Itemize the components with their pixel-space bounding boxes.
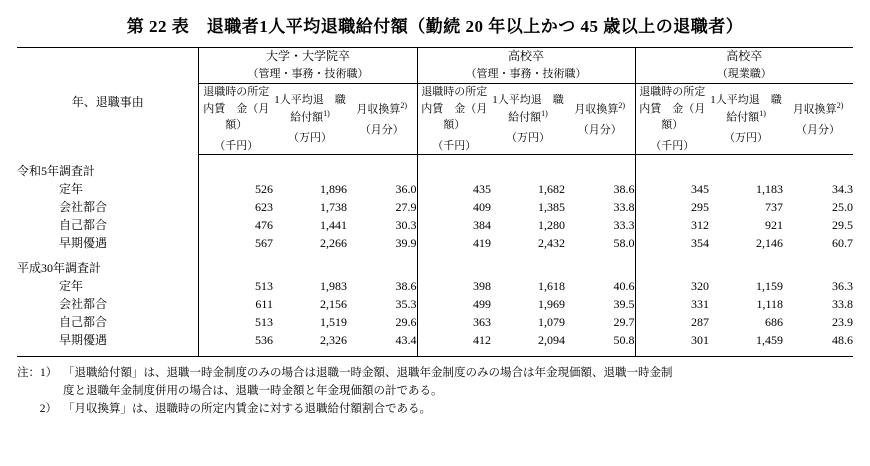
col-header-wage-hs-manual bbox=[635, 84, 709, 155]
group-header-highschool-manual bbox=[635, 48, 853, 84]
cell-value: 58.0 bbox=[613, 236, 635, 251]
empty-cell bbox=[491, 259, 565, 277]
spacer-cell bbox=[635, 155, 709, 163]
col-header-months-hs-admin-label: 月収換算 bbox=[574, 103, 619, 116]
cell-value: 287 bbox=[635, 313, 709, 331]
row-label: 会社都合 bbox=[58, 200, 107, 215]
cell-value: 1,280 bbox=[538, 218, 565, 233]
cell-value: 1,682 bbox=[538, 182, 565, 197]
col-header-months-hs-manual-unit: （月分） bbox=[796, 124, 841, 137]
row-label: 自己都合 bbox=[58, 315, 107, 330]
empty-cell bbox=[347, 259, 417, 277]
col-header-wage-univ bbox=[199, 84, 273, 155]
row-label: 早期優遇 bbox=[58, 333, 107, 348]
cell-value: 25.0 bbox=[832, 200, 854, 215]
cell-value: 38.6 bbox=[395, 279, 417, 294]
col-header-benefit-univ-unit: （万円） bbox=[287, 132, 332, 145]
cell-value: 301 bbox=[635, 331, 709, 349]
cell-value: 36.3 bbox=[832, 279, 854, 294]
col-header-months-univ bbox=[347, 84, 417, 155]
cell-value: 29.7 bbox=[613, 315, 635, 330]
table-row bbox=[17, 331, 853, 349]
cell-value: 33.8 bbox=[832, 297, 854, 312]
spacer-cell bbox=[417, 155, 491, 163]
cell-value: 33.8 bbox=[613, 200, 635, 215]
cell-value: 354 bbox=[635, 234, 709, 252]
col-header-benefit-hs-manual-sup: 1) bbox=[759, 109, 766, 119]
cell-value: 1,183 bbox=[756, 182, 784, 197]
cell-value: 499 bbox=[417, 295, 491, 313]
cell-value: 43.4 bbox=[395, 333, 417, 348]
cell-value: 345 bbox=[635, 180, 709, 198]
empty-cell bbox=[783, 162, 853, 180]
table-footnotes bbox=[17, 365, 853, 418]
cell-value: 686 bbox=[765, 315, 784, 330]
cell-value: 23.9 bbox=[832, 315, 854, 330]
group-header-university bbox=[199, 48, 417, 84]
section-header-row bbox=[17, 162, 853, 180]
table-row bbox=[17, 295, 853, 313]
spacer-cell bbox=[635, 252, 709, 259]
cell-value: 1,519 bbox=[319, 315, 347, 330]
col-header-benefit-univ bbox=[273, 84, 347, 155]
retirement-benefit-table bbox=[17, 47, 853, 357]
cell-value: 60.7 bbox=[832, 236, 854, 251]
spacer-cell bbox=[783, 155, 853, 163]
col-header-months-univ-unit: （月分） bbox=[359, 124, 404, 137]
footnote-1-label: 注：1） bbox=[17, 367, 58, 380]
empty-cell bbox=[199, 259, 273, 277]
cell-value: 1,159 bbox=[756, 279, 784, 294]
spacer-cell bbox=[565, 349, 635, 357]
spacer-cell bbox=[417, 252, 491, 259]
col-header-benefit-hs-admin-unit: （万円） bbox=[506, 132, 550, 145]
col-header-months-hs-admin-unit: （月分） bbox=[577, 124, 622, 137]
cell-value: 295 bbox=[635, 198, 709, 216]
spacer-cell bbox=[273, 349, 347, 357]
col-header-months-univ-label: 月収換算 bbox=[356, 103, 401, 116]
group-header-university-line2: （管理・事務・技術職） bbox=[247, 68, 369, 81]
cell-value: 35.3 bbox=[395, 297, 417, 312]
col-header-months-hs-admin bbox=[565, 84, 635, 155]
footnote-2 bbox=[17, 401, 853, 419]
cell-value: 39.9 bbox=[395, 236, 417, 251]
cell-value: 2,156 bbox=[319, 297, 347, 312]
col-header-benefit-hs-manual-unit: （万円） bbox=[724, 132, 769, 145]
spacer-cell bbox=[783, 252, 853, 259]
cell-value: 29.5 bbox=[832, 218, 854, 233]
spacer-cell bbox=[709, 155, 783, 163]
cell-value: 526 bbox=[199, 180, 273, 198]
cell-value: 29.6 bbox=[395, 315, 417, 330]
group-header-highschool-admin-line1: 高校卒 bbox=[508, 49, 545, 63]
group-header-university-line1: 大学・大学院卒 bbox=[265, 49, 350, 63]
cell-value: 412 bbox=[417, 331, 491, 349]
col-header-months-hs-manual bbox=[783, 84, 853, 155]
col-header-wage-hs-admin bbox=[417, 84, 491, 155]
col-header-benefit-hs-manual bbox=[709, 84, 783, 155]
col-header-months-hs-admin-sup: 2) bbox=[618, 101, 626, 110]
spacer-cell bbox=[17, 252, 199, 259]
cell-value: 50.8 bbox=[613, 333, 635, 348]
empty-cell bbox=[709, 259, 783, 277]
spacer-cell bbox=[709, 252, 783, 259]
footnote-1 bbox=[17, 365, 853, 383]
empty-cell bbox=[417, 162, 491, 180]
col-header-benefit-hs-admin bbox=[491, 84, 565, 155]
spacer-cell bbox=[347, 252, 417, 259]
cell-value: 1,118 bbox=[756, 297, 784, 312]
col-header-wage-univ-label: 退職時の所定内賃 金（月額） bbox=[203, 86, 270, 132]
cell-value: 2,146 bbox=[756, 236, 784, 251]
empty-cell bbox=[347, 162, 417, 180]
footnote-1-text: 「退職給付額」は、退職一時金制度のみの場合は退職一時金額、退職年金制度のみの場合は年金現価額、退職一時金制 bbox=[63, 367, 673, 380]
table-row bbox=[17, 198, 853, 216]
footnote-2-text: 「月収換算」は、退職時の所定内賃金に対する退職給付額割合である。 bbox=[63, 402, 431, 415]
cell-value: 30.3 bbox=[395, 218, 417, 233]
cell-value: 1,969 bbox=[538, 297, 565, 312]
cell-value: 27.9 bbox=[395, 200, 417, 215]
cell-value: 320 bbox=[635, 277, 709, 295]
footnote-2-label: 2） bbox=[39, 402, 57, 415]
cell-value: 363 bbox=[417, 313, 491, 331]
group-header-highschool-admin-line2: （管理・事務・技術職） bbox=[465, 68, 587, 81]
spacer-cell bbox=[17, 349, 199, 357]
cell-value: 331 bbox=[635, 295, 709, 313]
cell-value: 737 bbox=[765, 200, 784, 215]
spacer-cell bbox=[491, 252, 565, 259]
cell-value: 2,094 bbox=[538, 333, 565, 348]
empty-cell bbox=[783, 259, 853, 277]
page-title: 第 22 表 退職者1人平均退職給付額（勤続 20 年以上かつ 45 歳以上の退職者） bbox=[126, 17, 744, 36]
cell-value: 312 bbox=[635, 216, 709, 234]
col-header-benefit-hs-admin-label: 1人平均退 職給付額 bbox=[492, 93, 564, 124]
empty-cell bbox=[565, 259, 635, 277]
footnote-1-continued: 度と退職年金制度併用の場合は、退職一時金額と年金現価額の計である。 bbox=[63, 385, 443, 398]
col-header-wage-univ-unit: （千円） bbox=[214, 139, 259, 152]
cell-value: 476 bbox=[199, 216, 273, 234]
table-spacer-row bbox=[17, 349, 853, 357]
cell-value: 409 bbox=[417, 198, 491, 216]
spacer-cell bbox=[565, 155, 635, 163]
cell-value: 1,983 bbox=[319, 279, 347, 294]
spacer-cell bbox=[199, 155, 273, 163]
col-header-wage-hs-admin-label: 退職時の所定内賃 金（月額） bbox=[421, 86, 488, 132]
empty-cell bbox=[417, 259, 491, 277]
table-spacer-row bbox=[17, 155, 853, 163]
cell-value: 38.6 bbox=[613, 182, 635, 197]
cell-value: 1,385 bbox=[538, 200, 565, 215]
col-header-months-hs-manual-label: 月収換算 bbox=[792, 103, 837, 116]
spacer-cell bbox=[709, 349, 783, 357]
table-row bbox=[17, 277, 853, 295]
spacer-cell bbox=[565, 252, 635, 259]
cell-value: 536 bbox=[199, 331, 273, 349]
col-header-benefit-univ-sup: 1) bbox=[323, 109, 330, 119]
empty-cell bbox=[635, 162, 709, 180]
spacer-cell bbox=[273, 252, 347, 259]
empty-cell bbox=[491, 162, 565, 180]
cell-value: 2,326 bbox=[319, 333, 347, 348]
empty-cell bbox=[635, 259, 709, 277]
spacer-cell bbox=[491, 349, 565, 357]
col-header-wage-hs-manual-unit: （千円） bbox=[650, 139, 695, 152]
table-row bbox=[17, 313, 853, 331]
table-spacer-row bbox=[17, 252, 853, 259]
cell-value: 567 bbox=[199, 234, 273, 252]
row-label: 会社都合 bbox=[58, 297, 107, 312]
row-label: 自己都合 bbox=[58, 218, 107, 233]
group-header-highschool-manual-line1: 高校卒 bbox=[726, 49, 763, 63]
cell-value: 611 bbox=[199, 295, 273, 313]
empty-cell bbox=[709, 162, 783, 180]
spacer-cell bbox=[199, 349, 273, 357]
section-header-row bbox=[17, 259, 853, 277]
empty-cell bbox=[273, 162, 347, 180]
cell-value: 513 bbox=[199, 313, 273, 331]
table-group-header-row bbox=[17, 48, 853, 84]
cell-value: 1,441 bbox=[319, 218, 347, 233]
cell-value: 384 bbox=[417, 216, 491, 234]
cell-value: 36.0 bbox=[395, 182, 417, 197]
section-header-label: 令和5年調査計 bbox=[16, 164, 95, 179]
cell-value: 39.5 bbox=[613, 297, 635, 312]
cell-value: 1,738 bbox=[319, 200, 347, 215]
table-row bbox=[17, 234, 853, 252]
stub-header: 年、退職事由 bbox=[17, 48, 199, 155]
row-label: 定年 bbox=[58, 279, 83, 294]
cell-value: 419 bbox=[417, 234, 491, 252]
spacer-cell bbox=[783, 349, 853, 357]
table-row bbox=[17, 216, 853, 234]
cell-value: 1,618 bbox=[538, 279, 565, 294]
spacer-cell bbox=[347, 349, 417, 357]
empty-cell bbox=[565, 162, 635, 180]
cell-value: 2,266 bbox=[319, 236, 347, 251]
col-header-months-hs-manual-sup: 2) bbox=[836, 101, 844, 110]
cell-value: 1,896 bbox=[319, 182, 347, 197]
spacer-cell bbox=[273, 155, 347, 163]
spacer-cell bbox=[491, 155, 565, 163]
cell-value: 33.3 bbox=[613, 218, 635, 233]
cell-value: 2,432 bbox=[538, 236, 565, 251]
empty-cell bbox=[273, 259, 347, 277]
col-header-benefit-univ-label: 1人平均退 職給付額 bbox=[274, 93, 346, 124]
spacer-cell bbox=[417, 349, 491, 357]
row-label: 早期優遇 bbox=[58, 236, 107, 251]
empty-cell bbox=[199, 162, 273, 180]
cell-value: 398 bbox=[417, 277, 491, 295]
col-header-wage-hs-manual-label: 退職時の所定内賃 金（月額） bbox=[639, 86, 706, 132]
cell-value: 435 bbox=[417, 180, 491, 198]
row-label: 定年 bbox=[58, 182, 83, 197]
col-header-benefit-hs-admin-sup: 1) bbox=[541, 109, 548, 119]
cell-value: 48.6 bbox=[832, 333, 854, 348]
cell-value: 40.6 bbox=[613, 279, 635, 294]
table-row bbox=[17, 180, 853, 198]
cell-value: 1,459 bbox=[756, 333, 784, 348]
col-header-benefit-hs-manual-label: 1人平均退 職給付額 bbox=[710, 93, 782, 124]
cell-value: 623 bbox=[199, 198, 273, 216]
cell-value: 34.3 bbox=[832, 182, 854, 197]
cell-value: 1,079 bbox=[538, 315, 565, 330]
section-header-label: 平成30年調査計 bbox=[16, 261, 101, 276]
group-header-highschool-admin bbox=[417, 48, 635, 84]
spacer-cell bbox=[635, 349, 709, 357]
spacer-cell bbox=[347, 155, 417, 163]
cell-value: 921 bbox=[765, 218, 784, 233]
spacer-cell bbox=[199, 252, 273, 259]
col-header-months-univ-sup: 2) bbox=[400, 101, 408, 110]
cell-value: 513 bbox=[199, 277, 273, 295]
spacer-cell bbox=[17, 155, 199, 163]
group-header-highschool-manual-line2: （現業職） bbox=[716, 68, 772, 81]
col-header-wage-hs-admin-unit: （千円） bbox=[432, 139, 477, 152]
